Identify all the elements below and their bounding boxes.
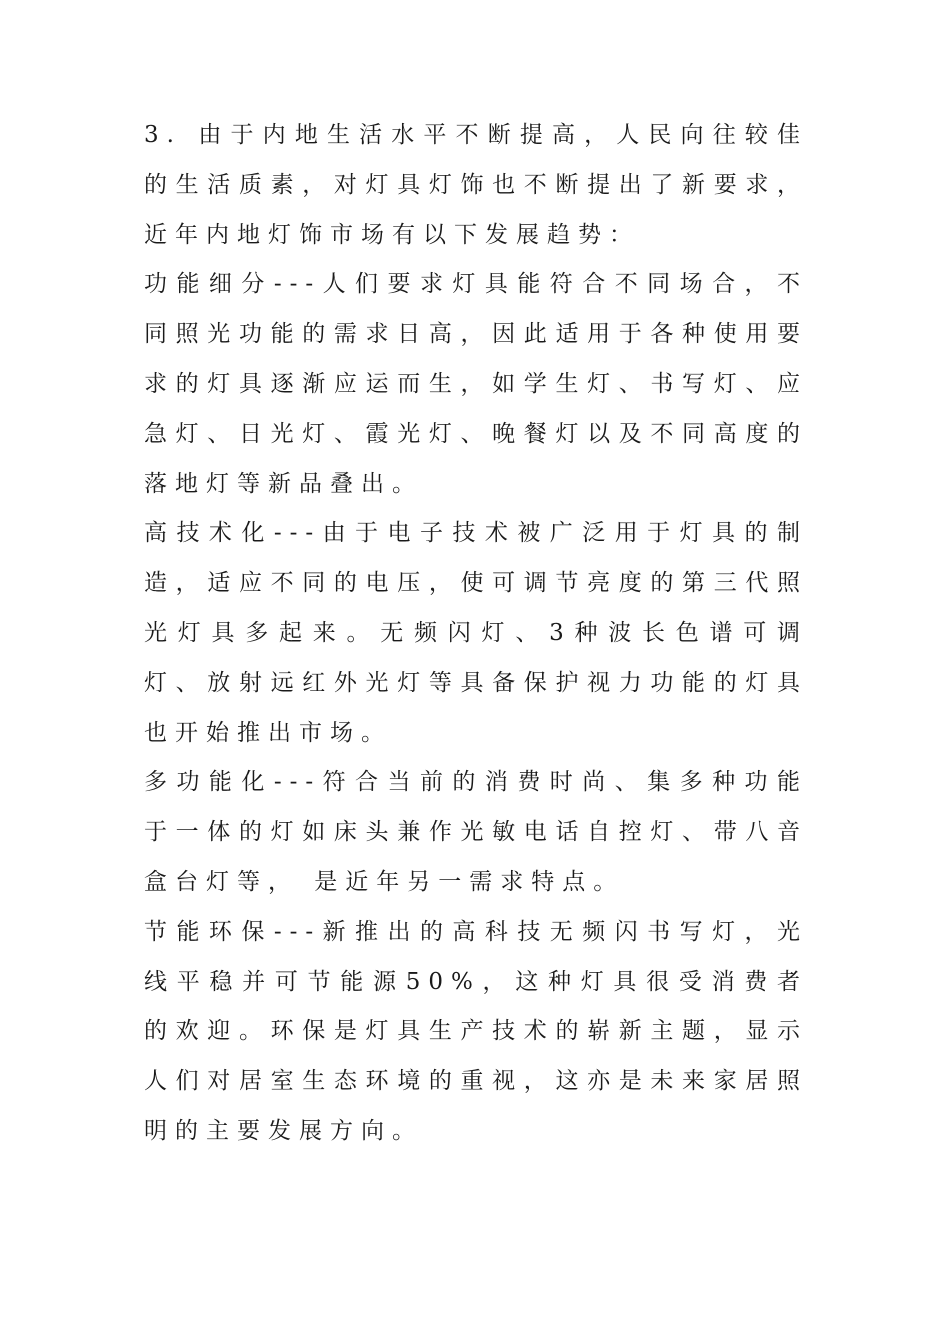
paragraph-function-segmentation: 功能细分---人们要求灯具能符合不同场合，不同照光功能的需求日高，因此适用于各种使用要求的灯具逐渐应运而生，如学生灯、书写灯、应急灯、日光灯、霞光灯、晚餐灯以及不同高度的落地灯等新品叠出。: [144, 271, 808, 497]
paragraph-lighting-trends-intro: 3. 由于内地生活水平不断提高，人民向往较佳的生活质素，对灯具灯饰也不断提出了新要求， 近年内地灯饰市场有以下发展趋势：: [144, 122, 808, 248]
paragraph-high-technology: 高技术化---由于电子技术被广泛用于灯具的制造，适应不同的电压，使可调节亮度的第三代照光灯具多起来。无频闪灯、3种波长色谱可调灯、放射远红外光灯等具备保护视力功能的灯具也开始推出市场。: [144, 520, 808, 746]
document-body: [144, 111, 808, 1157]
paragraph-multi-function: 多功能化---符合当前的消费时尚、集多种功能于一体的灯如床头兼作光敏电话自控灯、带八音盒台灯等， 是近年另一需求特点。: [144, 769, 808, 895]
paragraph-energy-saving: 节能环保---新推出的高科技无频闪书写灯，光线平稳并可节能源50%，这种灯具很受消费者的欢迎。环保是灯具生产技术的崭新主题，显示人们对居室生态环境的重视，这亦是未来家居照明的主要发展方向。: [144, 918, 808, 1144]
